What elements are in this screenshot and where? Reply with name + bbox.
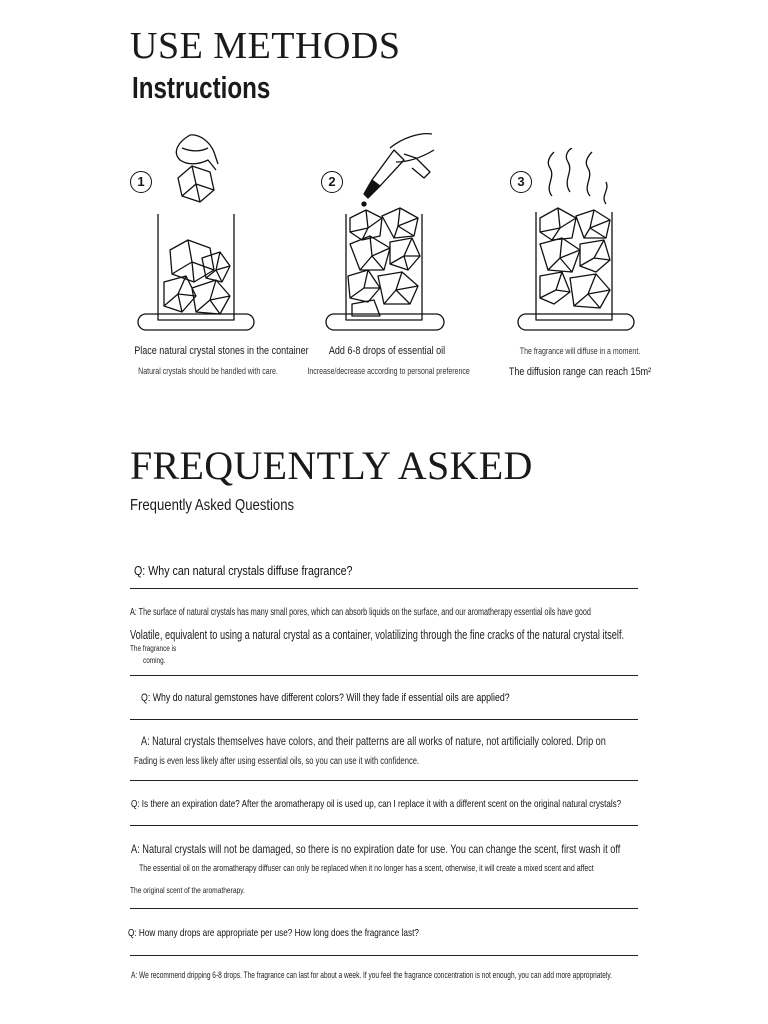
answer-3-line-1: A: Natural crystals will not be damaged, so there is no expiration date for use. You can change the scent, first wash it off [131,842,621,856]
step-3-caption: The fragrance will diffuse in a moment. [519,346,641,356]
step-3-note: The diffusion range can reach 15m² [508,366,652,378]
answer-1-line-1: A: The surface of natural crystals has many small pores, which can absorb liquids on the surface, and our aromatherapy essential oils have good [130,607,591,618]
step-2-caption: Add 6-8 drops of essential oil [328,345,446,357]
divider [130,675,638,676]
question-2: Q: Why do natural gemstones have different colors? Will they fade if essential oils are applied? [141,692,510,704]
divider [130,719,638,720]
question-4: Q: How many drops are appropriate per use? How long does the fragrance last? [128,927,419,939]
step-number-2: 2 [321,171,343,193]
step-2-note: Increase/decrease according to personal preference [307,366,470,376]
page-subtitle: Instructions [132,70,271,105]
divider [130,780,638,781]
answer-3-line-2: The essential oil on the aromatherapy diffuser can only be replaced when it no longer has a scent, otherwise, it will create a mixed scent and affect [139,863,594,873]
step-1-caption: Place natural crystal stones in the container [134,345,309,357]
question-1: Q: Why can natural crystals diffuse fragrance? [134,563,353,578]
divider [130,588,638,589]
answer-4-line-1: A: We recommend dripping 6-8 drops. The fragrance can last for about a week. If you feel the fragrance concentration is not enough, you can add more appropriately. [131,970,612,980]
faq-subtitle: Frequently Asked Questions [130,497,295,514]
step-1-illustration [130,130,260,340]
question-3: Q: Is there an expiration date? After the aromatherapy oil is used up, can I replace it with a different scent on the original natural crystals? [131,798,622,810]
step-number-3: 3 [510,171,532,193]
divider [130,908,638,909]
step-2-illustration [320,128,450,340]
answer-3-line-3: The original scent of the aromatherapy. [130,885,245,895]
faq-title: FREQUENTLY ASKED [130,443,533,488]
divider [130,955,638,956]
divider [130,825,638,826]
answer-1-line-2: Volatile, equivalent to using a natural crystal as a container, volatilizing through the fine cracks of the natural crystal itself. [130,628,625,642]
answer-1-line-4: coming. [143,656,166,665]
page-title: USE METHODS [130,25,401,67]
answer-2-line-1: A: Natural crystals themselves have colors, and their patterns are all works of nature, not artificially colored. Drip on [141,734,606,748]
step-1-note: Natural crystals should be handled with care. [138,366,278,376]
step-number-1: 1 [130,171,152,193]
step-3-illustration [510,148,640,340]
answer-2-line-2: Fading is even less likely after using essential oils, so you can use it with confidence. [134,756,420,767]
answer-1-line-3: The fragrance is [130,644,177,653]
